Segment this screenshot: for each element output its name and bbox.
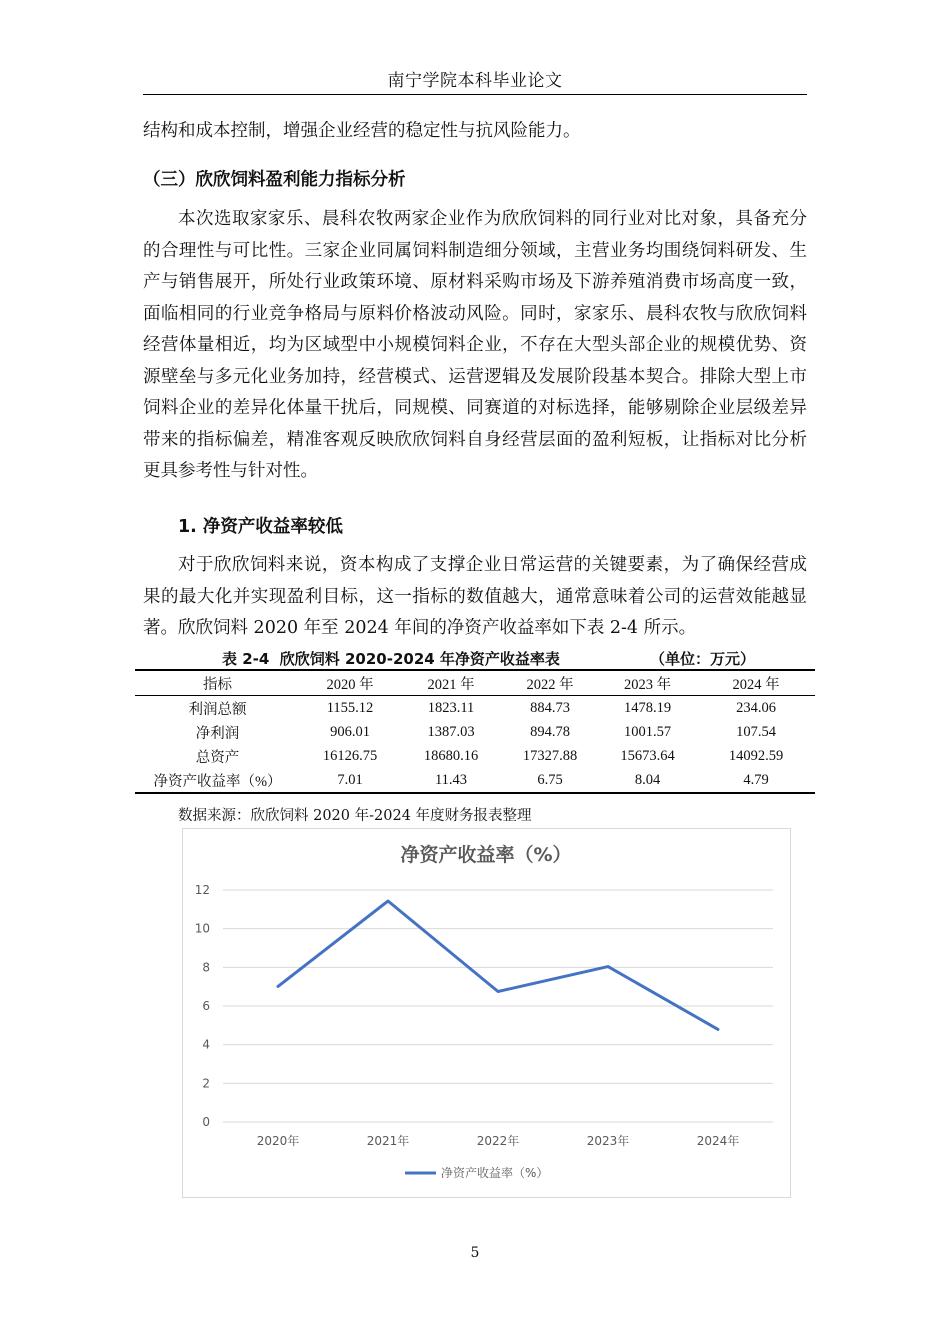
table-cell: 15673.64 [620,747,675,764]
page-number: 5 [470,1245,480,1261]
table-header-cell: 指标 [203,676,232,693]
table-header-cell: 2024 年 [732,676,780,693]
table-cell: 1387.03 [427,723,475,740]
roe-line-chart [182,828,791,1198]
table-cell: 6.75 [537,771,563,788]
x-tick-label: 2023年 [586,1134,630,1148]
subsection-heading: 1. 净资产收益率较低 [178,517,343,537]
paragraph-peer-selection: 本次选取家家乐、晨科农牧两家企业作为欣欣饲料的同行业对比对象，具备充分的合理性与可比性。三家企业同属饲料制造细分领域，主营业务均围绕饲料研发、生产与销售展开，所处行业政策环境、原材料采购市场及下游养殖消费市场高度一致，面临相同的行业竞争格局与原料价格波动风险。同时，家家乐、晨科农牧与欣欣饲料经营体量相近，均为区域型中小规模饲料企业，不存在大型头部企业的规模优势、资源壁垒与多元化业务加持，经营模式、运营逻辑及发展阶段基本契合。排除大型上市饲料企业的差异化体量干扰后，同规模、同赛道的对标选择，能够剔除企业层级差异带来的指标偏差，精准客观反映欣欣饲料自身经营层面的盈利短板，让指标对比分析更具参考性与针对性。 [143,209,807,481]
y-tick-label: 0 [202,1115,210,1129]
table-cell: 利润总额 [188,701,247,718]
table-cell: 894.78 [530,723,570,740]
table-cell: 1155.12 [326,699,374,716]
table-header-cell: 2023 年 [623,676,672,693]
chart-canvas [183,829,790,1197]
table-cell: 1823.11 [427,699,475,716]
table-cell: 1001.57 [623,723,672,740]
table-unit: （单位：万元） [650,650,756,668]
table-cell: 总资产 [195,749,240,766]
section-heading: （三）欣欣饲料盈利能力指标分析 [143,170,406,190]
table-cell: 906.01 [330,723,370,740]
series-line [278,901,718,1029]
y-tick-label: 2 [202,1076,210,1091]
y-tick-label: 6 [202,999,210,1013]
x-tick-label: 2024年 [696,1134,740,1148]
y-tick-label: 12 [194,883,210,897]
table-cell: 234.06 [736,699,776,716]
table-header-cell: 2022 年 [526,676,574,693]
y-tick-label: 10 [194,921,210,936]
table-row [135,696,815,721]
table-row [135,744,815,768]
x-tick-label: 2020年 [256,1134,300,1148]
table-cell: 8.04 [634,771,661,788]
paragraph-continuation: 结构和成本控制，增强企业经营的稳定性与抗风险能力。 [143,121,581,141]
table-cell: 18680.16 [423,747,479,764]
y-tick-label: 8 [202,960,210,975]
table-row [135,768,815,793]
legend-label: 净资产收益率（%） [441,1166,549,1180]
table-cell: 11.43 [434,771,468,788]
table-cell: 净资产收益率（%） [153,773,282,790]
table-cell: 17327.88 [522,747,578,764]
table-cell: 16126.75 [322,747,378,764]
header-rule [143,94,807,95]
table-cell: 净利润 [195,725,240,742]
table-caption: 表 2-4 欣欣饲料 2020-2024 年净资产收益率表 [222,650,560,668]
x-tick-label: 2022年 [476,1134,520,1148]
table-cell: 7.01 [337,771,363,788]
table-source-note: 数据来源：欣欣饲料 2020 年-2024 年度财务报表整理 [178,808,532,824]
table-cell: 107.54 [736,723,776,740]
table-header-cell: 2020 年 [326,676,374,693]
paragraph-roe-intro: 对于欣欣饲料来说，资本构成了支撑企业日常运营的关键要素，为了确保经营成果的最大化并实现盈利目标，这一指标的数值越大，通常意味着公司的运营效能越显著。欣欣饲料 2020 年至 2024 年间的净资产收益率如下表 2-4 所示。 [143,555,807,638]
table-cell: 14092.59 [728,747,784,764]
table-cell: 4.79 [743,771,769,788]
table-cell: 884.73 [530,699,570,716]
table-header-cell: 2021 年 [427,676,475,693]
page-header-title: 南宁学院本科毕业论文 [387,71,563,91]
x-tick-label: 2021年 [366,1134,410,1148]
chart-title: 净资产收益率（%） [400,844,572,866]
table-header-row [135,670,815,696]
table-row [135,720,815,744]
y-tick-label: 4 [202,1037,210,1052]
table-cell: 1478.19 [623,699,672,716]
roe-table [135,669,815,794]
